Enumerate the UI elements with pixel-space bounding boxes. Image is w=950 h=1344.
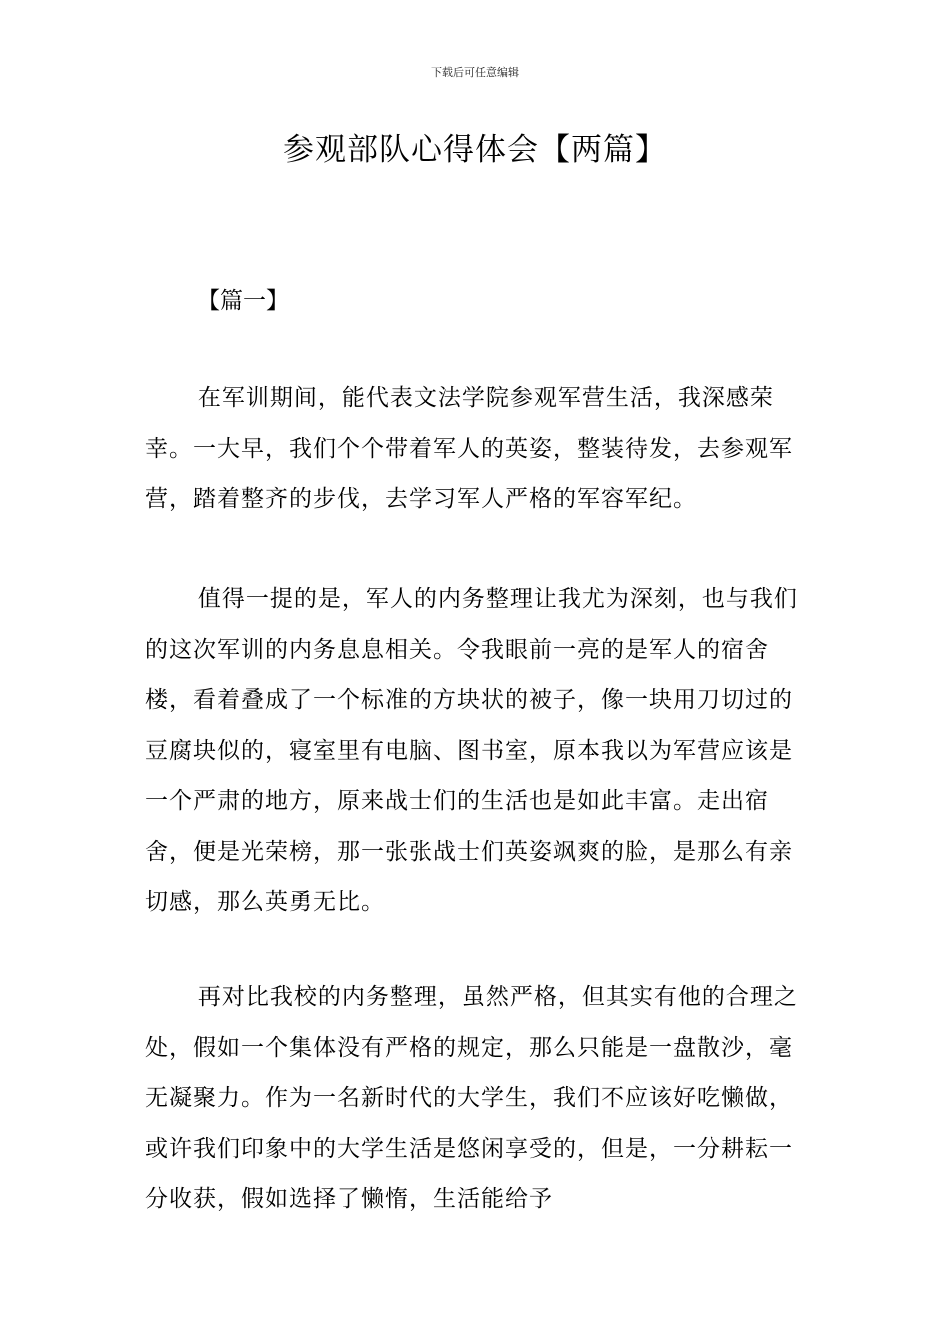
section-heading: 【篇一】 xyxy=(197,288,289,314)
header-note: 下载后可任意编辑 xyxy=(431,66,519,79)
body-paragraph-2: 值得一提的是，军人的内务整理让我尤为深刻，也与我们的这次军训的内务息息相关。令我眼前一亮的是军人的宿舍楼，看着叠成了一个标准的方块状的被子，像一块用刀切过的豆腐块似的，寝室里有电脑、图书室，原本我以为军营应该是一个严肃的地方，原来战士们的生活也是如此丰富。走出宿舍，便是光荣榜，那一张张战士们英姿飒爽的脸，是那么有亲切感，那么英勇无比。 xyxy=(145,586,798,915)
body-paragraph-3: 再对比我校的内务整理，虽然严格，但其实有他的合理之处，假如一个集体没有严格的规定，那么只能是一盘散沙，毫无凝聚力。作为一名新时代的大学生，我们不应该好吃懒做，或许我们印象中的大学生活是悠闲享受的，但是，一分耕耘一分收获，假如选择了懒惰，生活能给予 xyxy=(145,984,798,1212)
body-paragraph-1: 在军训期间，能代表文法学院参观军营生活，我深感荣幸。一大早，我们个个带着军人的英姿，整装待发，去参观军营，踏着整齐的步伐，去学习军人严格的军容军纪。 xyxy=(145,385,793,512)
document-title: 参观部队心得体会【两篇】 xyxy=(283,132,667,168)
